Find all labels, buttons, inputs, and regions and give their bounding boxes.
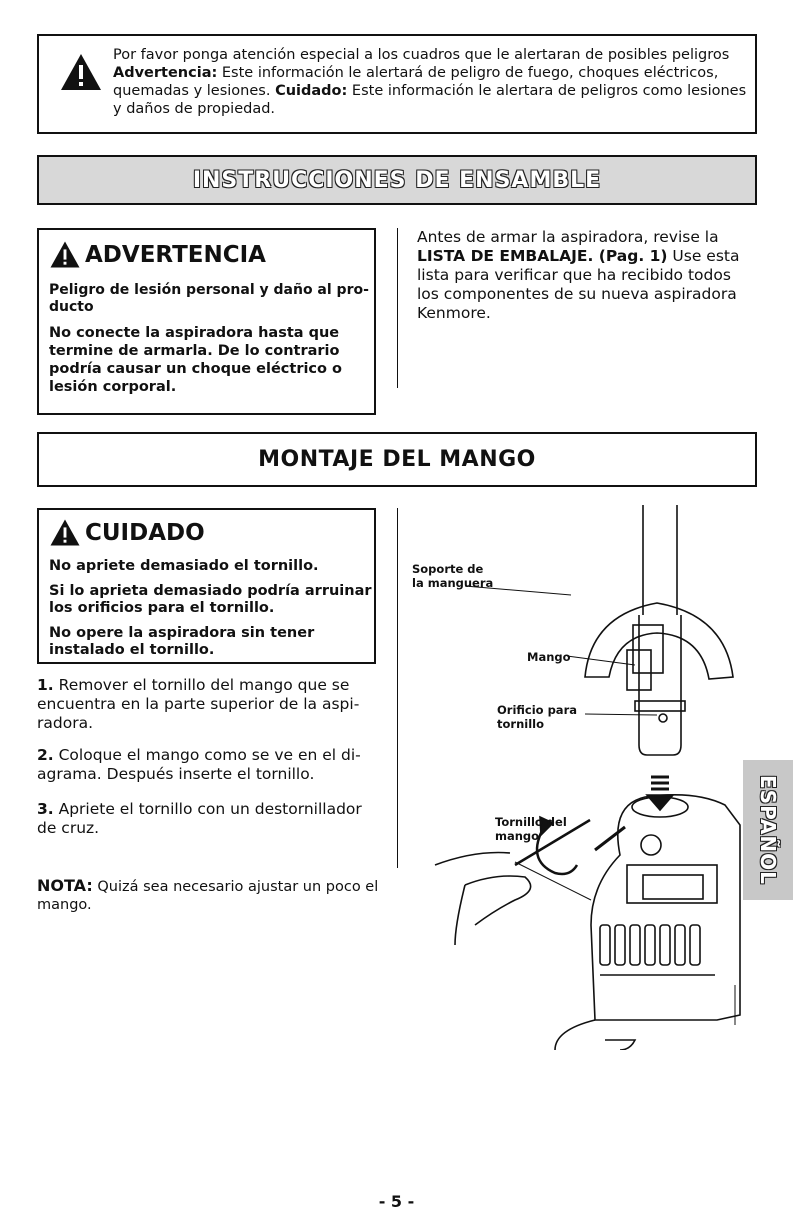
intro-paragraph: Antes de armar la aspiradora, revise la LISTA DE EMBALAJE. (Pag. 1) Use esta lista para verificar que ha recibido todos los componentes de su nueva aspiradora Kenmore. bbox=[417, 228, 740, 322]
caution-title: CUIDADO bbox=[85, 519, 205, 546]
banner-title: INSTRUCCIONES DE ENSAMBLE bbox=[192, 167, 602, 193]
note bbox=[37, 877, 382, 914]
section-title: MONTAJE DEL MANGO bbox=[258, 447, 536, 472]
warning-triangle-icon bbox=[49, 240, 81, 269]
language-tab bbox=[743, 760, 793, 900]
warning-box bbox=[37, 228, 376, 415]
label-handle: Mango bbox=[527, 650, 571, 664]
caution-line-1: No apriete demasiado el tornillo. bbox=[49, 558, 319, 574]
step-3: 3. Apriete el tornillo con un destornillador de cruz. bbox=[37, 800, 362, 837]
warning-header bbox=[49, 240, 266, 269]
advertencia-text: Este información le alertará de peligro de fuego, choques eléctricos, bbox=[217, 65, 719, 81]
hazard-notice-box bbox=[37, 34, 757, 134]
step-2: 2. Coloque el mango como se ve en el di- agrama. Después inserte el tornillo. bbox=[37, 746, 361, 783]
caution-box bbox=[37, 508, 376, 664]
caution-line-3: No opere la aspiradora sin tener instalado el tornillo. bbox=[49, 625, 315, 658]
label-hose-support: Soporte de la manguera bbox=[412, 562, 494, 590]
section-header bbox=[37, 432, 757, 487]
assembly-instructions-banner bbox=[37, 155, 757, 205]
label-handle-screw: Tornillo del mango bbox=[495, 815, 567, 843]
page-number: - 5 - bbox=[378, 1192, 415, 1211]
packing-list-ref: LISTA DE EMBALAJE. (Pag. 1) bbox=[417, 247, 668, 265]
warning-subtitle: Peligro de lesión personal y daño al pro- ducto bbox=[49, 282, 369, 315]
warning-title: ADVERTENCIA bbox=[85, 241, 266, 268]
cuidado-label: Cuidado: bbox=[275, 83, 348, 99]
label-screw-hole: Orificio para tornillo bbox=[497, 703, 578, 731]
note-text: Quizá sea necesario ajustar un poco el mango. bbox=[37, 879, 379, 913]
notice-line-1: Por favor ponga atención especial a los cuadros que le alertaran de posibles peligros bbox=[113, 47, 730, 63]
caution-header bbox=[49, 518, 205, 547]
language-tab-label: ESPAÑOL bbox=[756, 775, 780, 885]
step-1: 1. Remover el tornillo del mango que se encuentra en la parte superior de la aspi- radora. bbox=[37, 676, 360, 732]
hazard-notice-text bbox=[113, 46, 753, 118]
warning-triangle-icon bbox=[49, 518, 81, 547]
caution-line-2: Si lo aprieta demasiado podría arruinar los orificios para el tornillo. bbox=[49, 583, 372, 616]
advertencia-label: Advertencia: bbox=[113, 65, 218, 81]
warning-triangle-icon bbox=[59, 52, 103, 92]
column-divider bbox=[397, 228, 398, 388]
warning-body: No conecte la aspiradora hasta que termine de armarla. De lo contrario podría causar un choque eléctrico o lesión corporal. bbox=[49, 325, 343, 395]
cuidado-text: Este información le alertara de peligros como lesiones bbox=[347, 83, 747, 99]
notice-line-3: quemadas y lesiones. bbox=[113, 83, 276, 99]
note-label: NOTA: bbox=[37, 876, 93, 895]
notice-line-4: y daños de propiedad. bbox=[113, 101, 276, 117]
